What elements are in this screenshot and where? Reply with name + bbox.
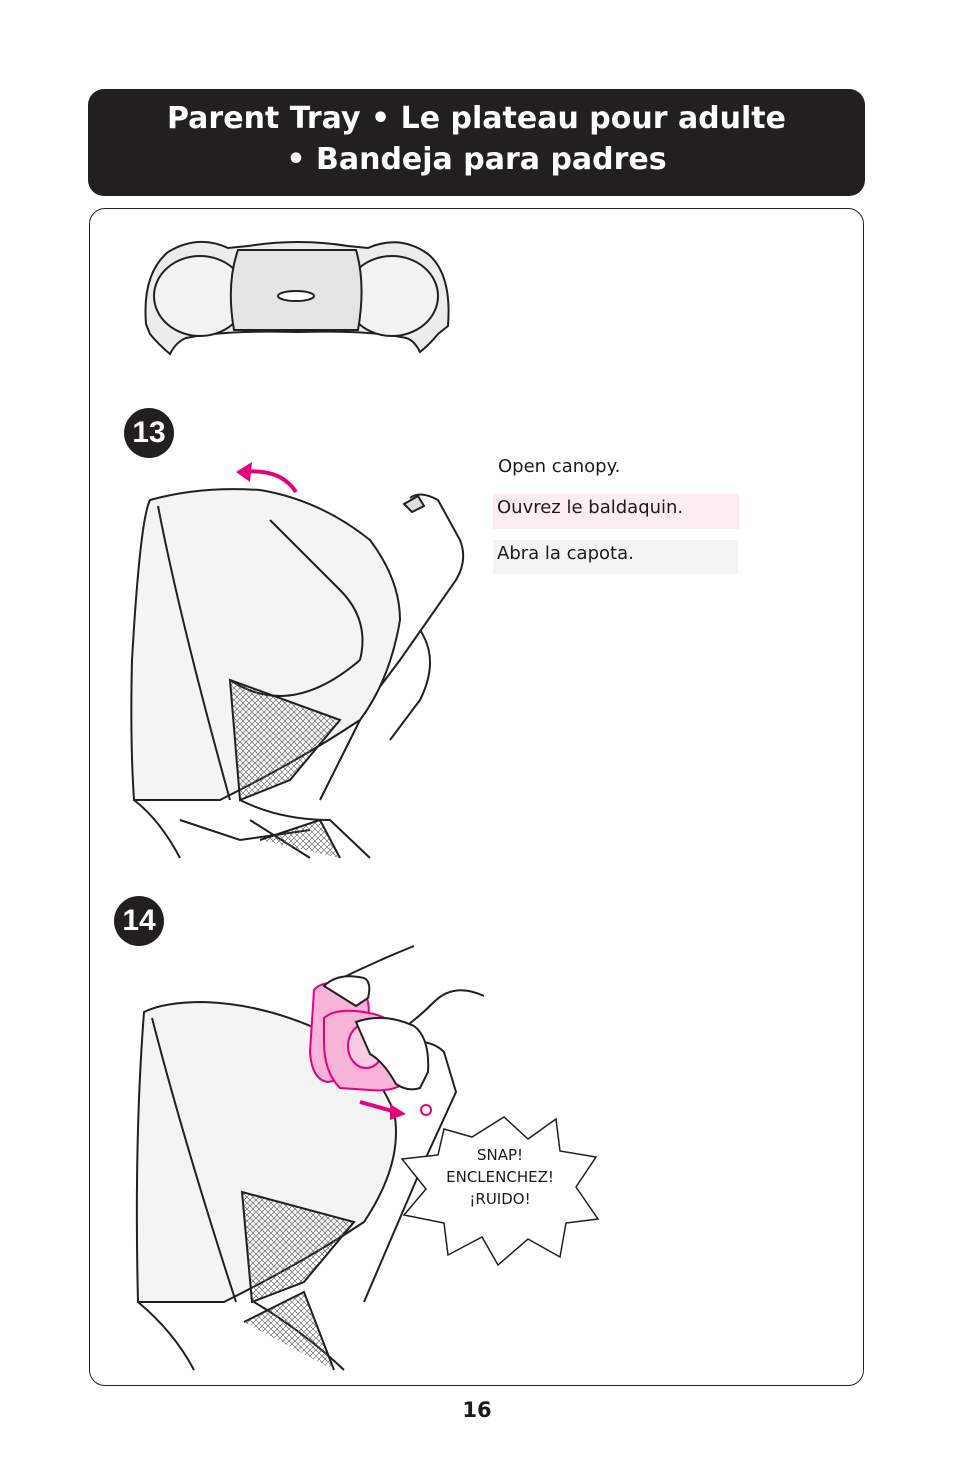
page-number: 16: [462, 1398, 492, 1422]
callout-line-es: ¡RUIDO!: [469, 1190, 531, 1208]
step-14-badge: 14: [114, 896, 164, 946]
snap-callout-text: [400, 1144, 600, 1210]
step-13-text-en: Open canopy.: [498, 456, 621, 477]
section-title-line-1: Parent Tray • Le plateau pour adulte: [167, 101, 786, 136]
step-13-badge: 13: [124, 408, 174, 458]
parent-tray-illustration: [138, 234, 454, 360]
stroller-canopy-illustration: [120, 460, 470, 860]
step-13-text-es: Abra la capota.: [493, 540, 738, 574]
section-header: [88, 89, 865, 196]
step-13-text-fr: Ouvrez le baldaquin.: [493, 494, 739, 529]
callout-line-fr: ENCLENCHEZ!: [446, 1168, 554, 1186]
section-title-line-2: • Bandeja para padres: [286, 142, 667, 177]
callout-line-en: SNAP!: [476, 1146, 524, 1164]
